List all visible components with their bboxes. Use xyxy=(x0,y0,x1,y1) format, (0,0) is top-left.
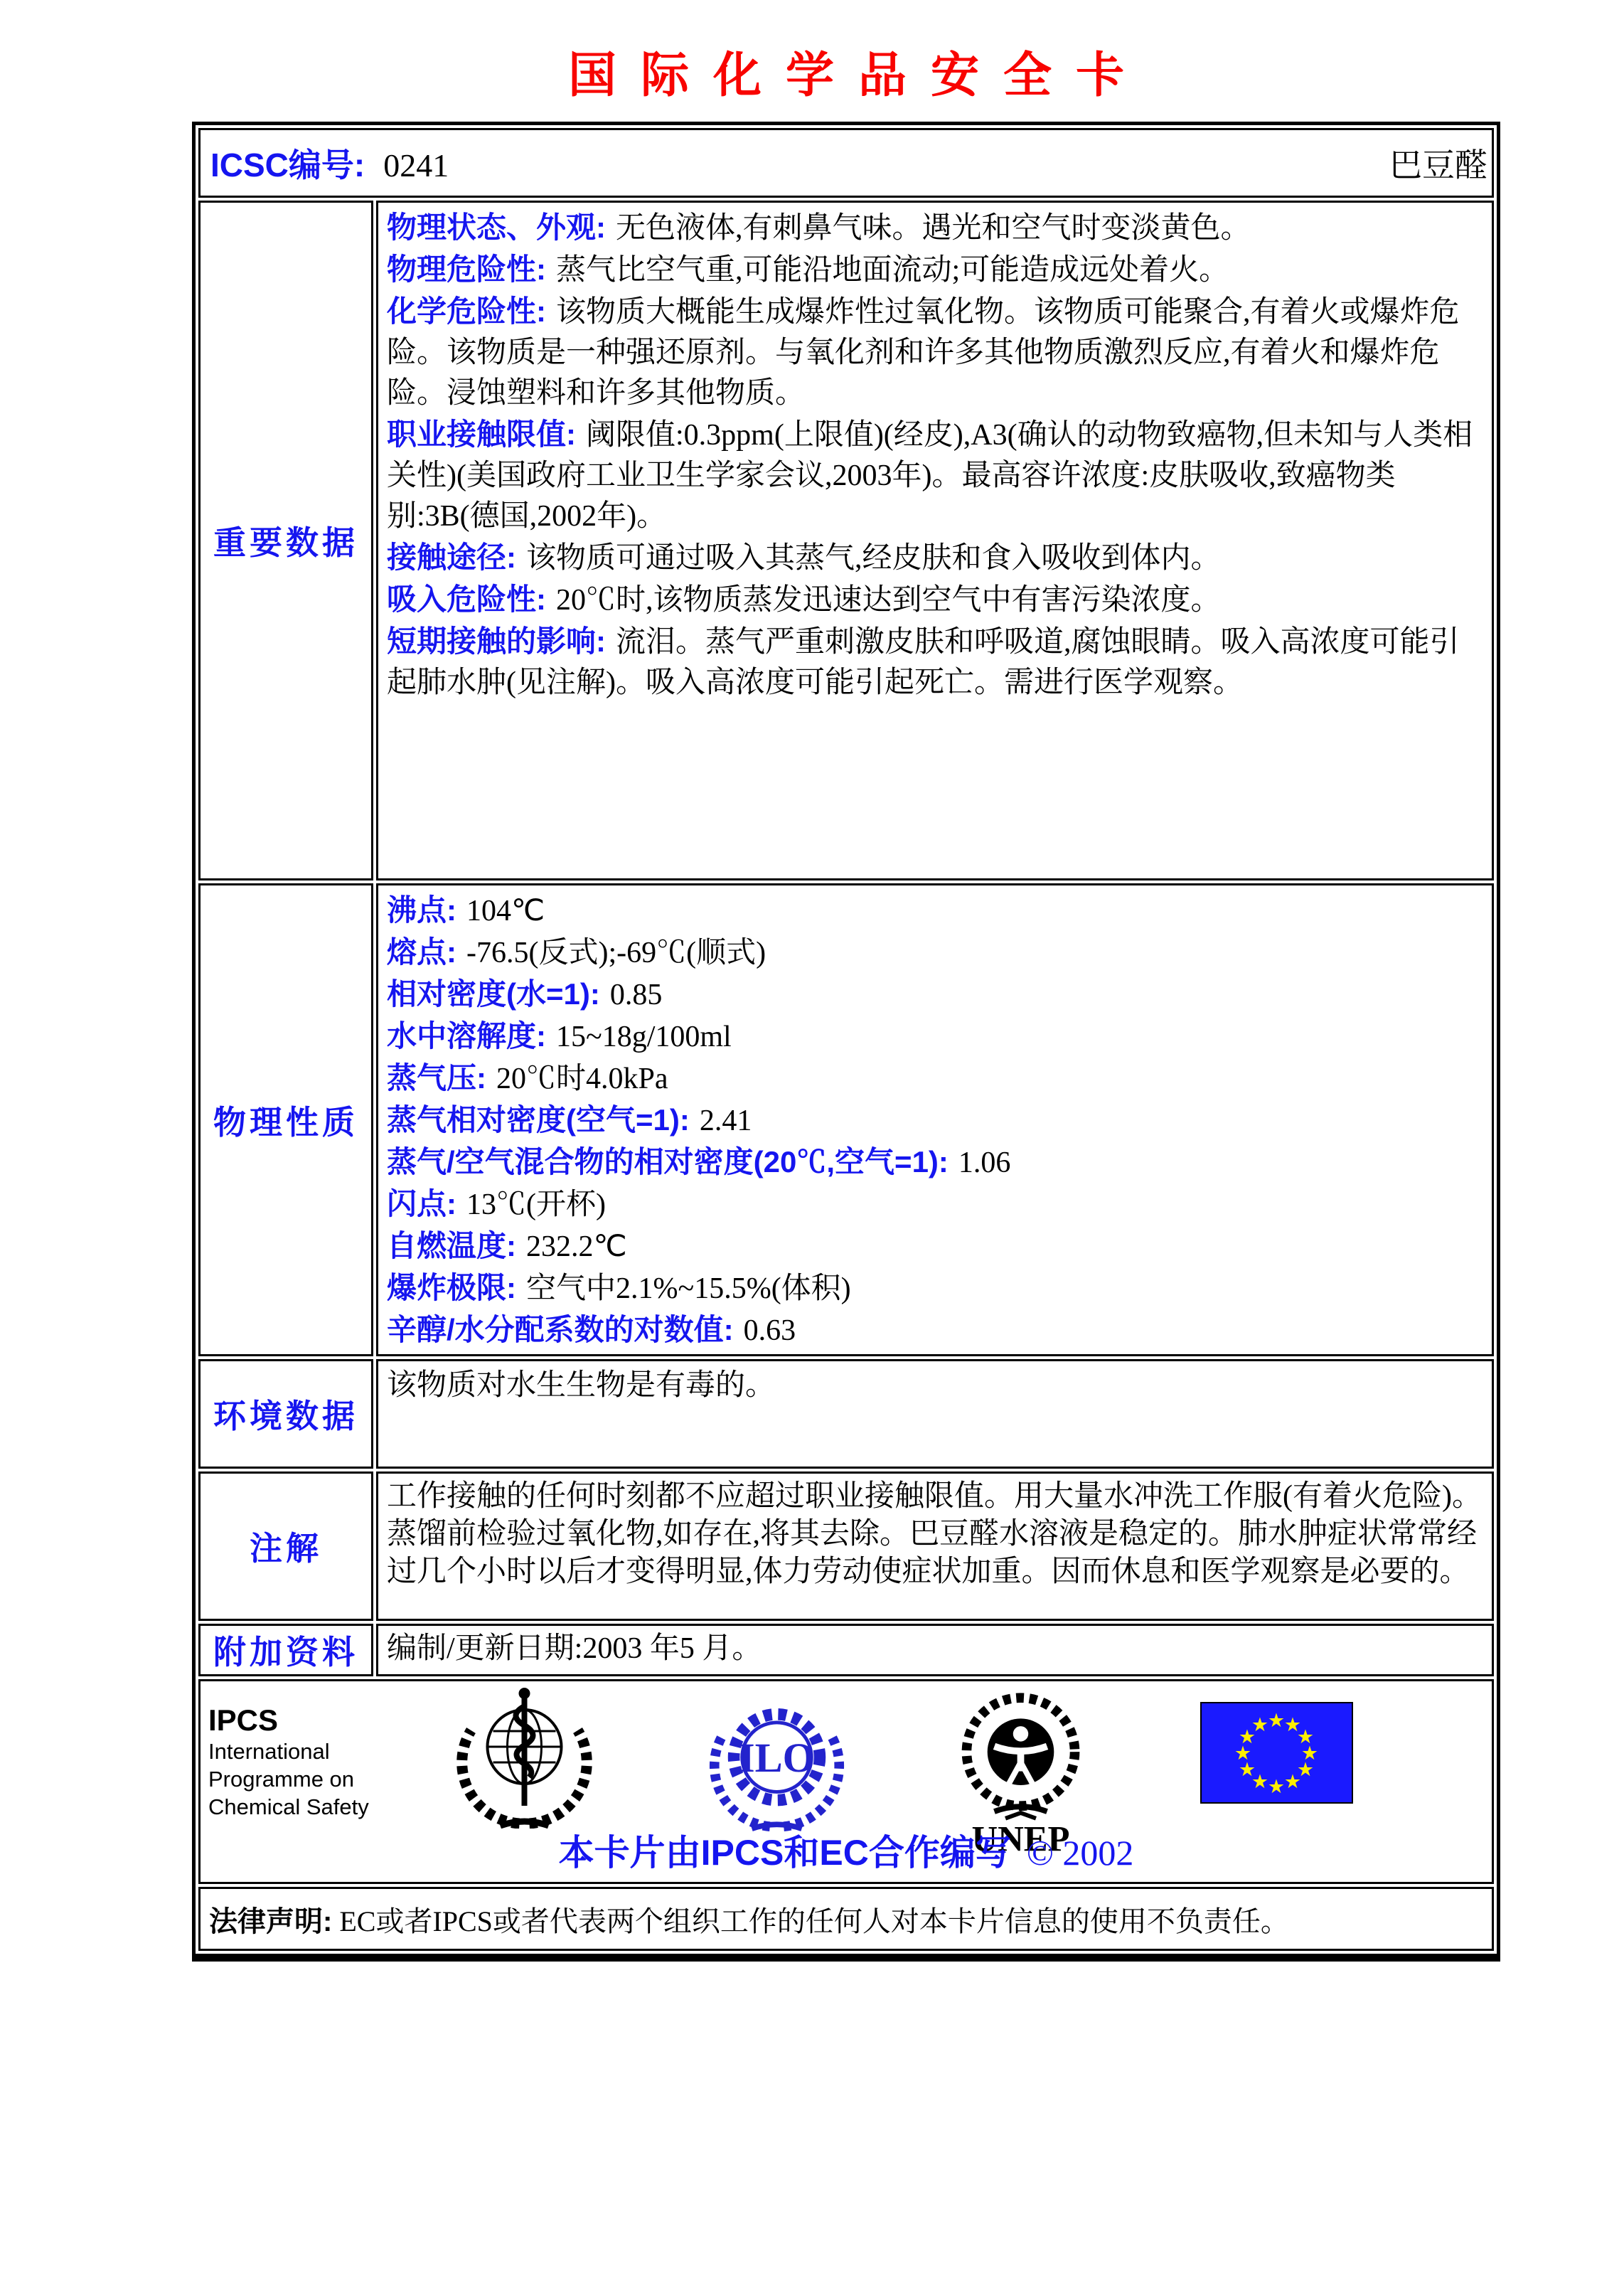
section-label-notes: 注解 xyxy=(198,1472,373,1621)
field-value: 20℃时,该物质蒸发迅速达到空气中有害污染浓度。 xyxy=(556,584,1221,617)
field-label: 短期接触的影响: xyxy=(387,624,606,658)
additional-info-row xyxy=(198,1624,1494,1676)
additional-info-content: 编制/更新日期:2003 年5 月。 xyxy=(376,1624,1494,1676)
property-label: 闪点: xyxy=(387,1187,456,1220)
field-value: 阈限值:0.3ppm(上限值)(经皮),A3(确认的动物致癌物,但未知与人类相关性)(美国政府工业卫生学家会议,2003年)。最高容许浓度:皮肤吸收,致癌物类别:3B(德国,2002年)。 xyxy=(387,419,1473,533)
property-line xyxy=(387,1225,1485,1267)
property-value: 空气中2.1%~15.5%(体积) xyxy=(526,1272,851,1305)
field-value: 该物质可通过吸入其蒸气,经皮肤和食入吸收到体内。 xyxy=(526,542,1221,575)
property-label: 辛醇/水分配系数的对数值: xyxy=(387,1313,734,1346)
section-label-environmental-data: 环境数据 xyxy=(198,1359,373,1469)
property-line xyxy=(387,1267,1485,1309)
property-value: 0.63 xyxy=(743,1314,796,1347)
header-flex xyxy=(210,139,1487,186)
section-label-additional-info: 附加资料 xyxy=(198,1624,373,1676)
field-label: 职业接触限值: xyxy=(387,417,576,451)
credit-text: 本卡片由IPCS和EC合作编写 xyxy=(558,1833,1011,1873)
svg-text:★: ★ xyxy=(1251,1771,1269,1793)
property-value: 0.85 xyxy=(609,979,663,1011)
icsc-number-group xyxy=(210,139,449,186)
property-line xyxy=(387,1183,1485,1225)
legal-label: 法律声明: xyxy=(209,1905,333,1937)
field-value: 该物质大概能生成爆炸性过氧化物。该物质可能聚合,有着火或爆炸危险。该物质是一种强还原剂。与氧化剂和许多其他物质激烈反应,有着火和爆炸危险。浸蚀塑料和许多其他物质。 xyxy=(387,296,1460,410)
svg-text:★: ★ xyxy=(1238,1759,1256,1781)
property-label: 熔点: xyxy=(387,935,456,969)
property-value: 15~18g/100ml xyxy=(556,1021,732,1053)
field-label: 物理危险性: xyxy=(387,252,546,286)
important-data-content xyxy=(376,201,1494,880)
field-value: 蒸气比空气重,可能沿地面流动;可能造成远处着火。 xyxy=(556,254,1229,287)
logos-cell xyxy=(198,1679,1494,1884)
ipcs-line: Chemical Safety xyxy=(208,1794,369,1819)
property-line xyxy=(387,1142,1485,1183)
property-line xyxy=(387,1309,1485,1351)
credit-line xyxy=(201,1824,1491,1875)
field-label: 化学危险性: xyxy=(387,294,546,328)
property-line xyxy=(387,890,1485,932)
important-data-row xyxy=(198,201,1494,880)
legal-row xyxy=(198,1887,1494,1951)
svg-text:★: ★ xyxy=(1267,1776,1286,1798)
property-label: 自燃温度: xyxy=(387,1229,516,1262)
property-label: 沸点: xyxy=(387,893,456,927)
ipcs-line: International xyxy=(208,1739,330,1764)
logos-container xyxy=(201,1682,1491,1881)
field-label: 物理状态、外观: xyxy=(387,211,606,244)
environmental-data-content: 该物质对水生生物是有毒的。 xyxy=(376,1359,1494,1469)
page-title: 国际化学品安全卡 xyxy=(567,48,1148,102)
ilo-logo-icon xyxy=(707,1693,846,1832)
svg-text:★: ★ xyxy=(1251,1714,1269,1736)
property-line xyxy=(387,1100,1485,1142)
section-label-physical-properties: 物理性质 xyxy=(198,883,373,1356)
property-value: -76.5(反式);-69℃(顺式) xyxy=(466,937,766,969)
property-line xyxy=(387,974,1485,1016)
property-label: 蒸气相对密度(空气=1): xyxy=(387,1103,690,1137)
property-label: 相对密度(水=1): xyxy=(387,977,600,1011)
physical-properties-row xyxy=(198,883,1494,1356)
ipcs-line: Programme on xyxy=(208,1767,355,1792)
property-value: 2.41 xyxy=(699,1105,752,1137)
property-value: 13℃(开杯) xyxy=(466,1188,606,1221)
property-line xyxy=(387,932,1485,974)
logos-row xyxy=(198,1679,1494,1884)
environmental-data-row xyxy=(198,1359,1494,1469)
property-label: 爆炸极限: xyxy=(387,1271,516,1304)
property-label: 蒸气压: xyxy=(387,1061,486,1095)
who-logo-icon xyxy=(452,1686,597,1829)
field-value: 流泪。蒸气严重刺激皮肤和呼吸道,腐蚀眼睛。吸入高浓度可能引起肺水肿(见注解)。吸入高浓度可能引起死亡。需进行医学观察。 xyxy=(387,626,1460,699)
field-label: 接触途径: xyxy=(387,541,516,574)
property-line xyxy=(387,1016,1485,1058)
notes-row xyxy=(198,1472,1494,1621)
unep-logo-caption: UNEP xyxy=(971,1819,1070,1859)
svg-text:★: ★ xyxy=(1296,1759,1315,1781)
physical-properties-content xyxy=(376,883,1494,1356)
svg-text:★: ★ xyxy=(1267,1710,1286,1732)
ipcs-text-block xyxy=(208,1703,369,1821)
property-label: 蒸气/空气混合物的相对密度(20℃,空气=1): xyxy=(387,1145,949,1178)
legal-text: EC或者IPCS或者代表两个组织工作的任何人对本卡片信息的使用不负责任。 xyxy=(339,1905,1289,1937)
header-row xyxy=(198,128,1494,198)
svg-text:★: ★ xyxy=(1234,1742,1252,1765)
icsc-card-table xyxy=(192,122,1500,1962)
svg-text:★: ★ xyxy=(1296,1726,1315,1748)
section-label-important-data: 重要数据 xyxy=(198,201,373,880)
svg-text:★: ★ xyxy=(1283,1714,1302,1736)
svg-text:★: ★ xyxy=(1300,1742,1319,1765)
field-label: 吸入危险性: xyxy=(387,582,546,616)
notes-content: 工作接触的任何时刻都不应超过职业接触限值。用大量水冲洗工作服(有着火危险)。蒸馏前检验过氧化物,如存在,将其去除。巴豆醛水溶液是稳定的。肺水肿症状常常经过几个小时以后才变得明显,体力劳动使症状加重。因而休息和医学观察是必要的。 xyxy=(376,1472,1494,1621)
icsc-number-label: ICSC编号: xyxy=(210,147,365,183)
legal-cell xyxy=(198,1887,1494,1951)
eu-flag-icon xyxy=(1200,1702,1353,1804)
svg-text:★: ★ xyxy=(1238,1726,1256,1748)
header-cell xyxy=(198,128,1494,198)
chemical-name: 巴豆醛 xyxy=(1389,147,1487,183)
icsc-number-value: 0241 xyxy=(383,147,449,183)
property-value: 232.2℃ xyxy=(526,1230,627,1263)
property-value: 1.06 xyxy=(958,1146,1011,1179)
ilo-logo-text: ILO xyxy=(738,1735,816,1782)
property-value: 104℃ xyxy=(466,895,545,927)
property-value: 20℃时4.0kPa xyxy=(496,1063,668,1095)
svg-text:★: ★ xyxy=(1283,1771,1302,1793)
property-label: 水中溶解度: xyxy=(387,1019,546,1053)
field-value: 无色液体,有刺鼻气味。遇光和空气时变淡黄色。 xyxy=(616,212,1251,245)
credit-year: © 2002 xyxy=(1026,1833,1134,1873)
ipcs-acronym: IPCS xyxy=(208,1703,279,1737)
property-line xyxy=(387,1058,1485,1100)
